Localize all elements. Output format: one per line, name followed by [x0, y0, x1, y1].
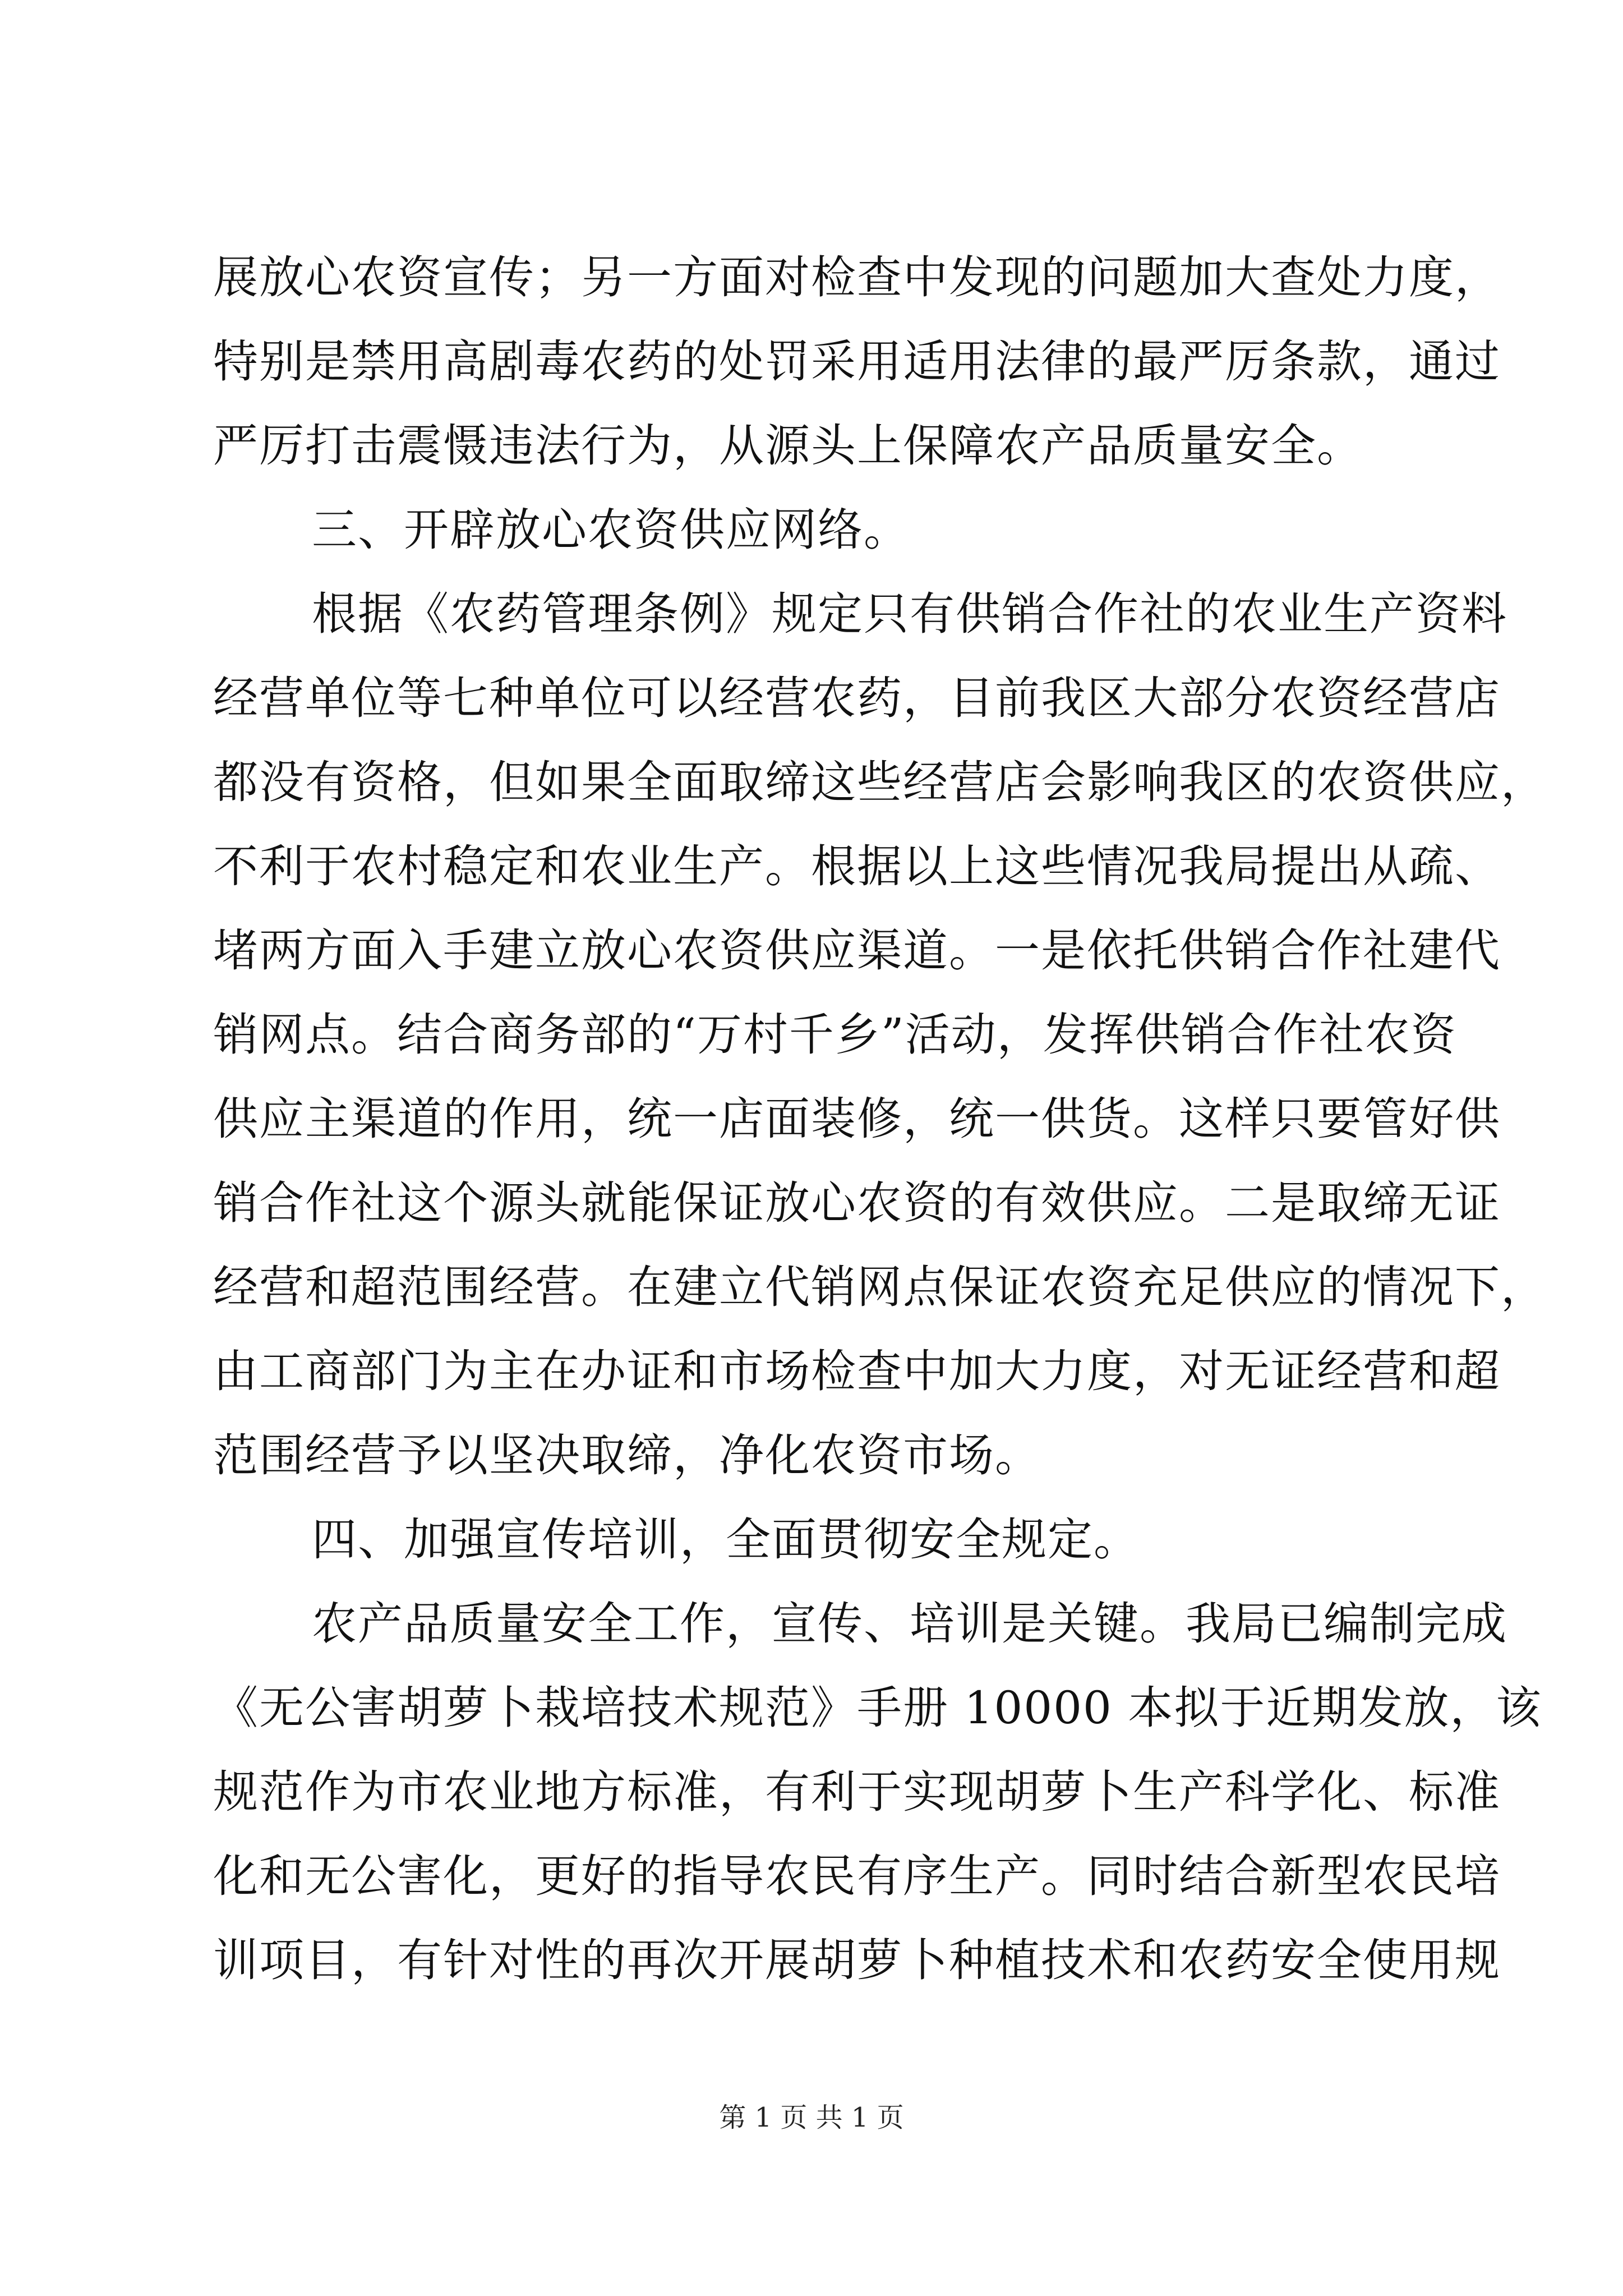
page-number-footer: 第 1 页 共 1 页 — [719, 2102, 904, 2133]
document-body — [213, 236, 1547, 2003]
text-line: 经营和超范围经营。在建立代销网点保证农资充足供应的情况下， — [213, 1261, 1547, 1313]
text-line: 化和无公害化，更好的指导农民有序生产。同时结合新型农民培 — [213, 1850, 1501, 1902]
text-line: 规范作为市农业地方标准，有利于实现胡萝卜生产科学化、标准 — [213, 1766, 1501, 1818]
text-line: 范围经营予以坚决取缔，净化农资市场。 — [213, 1429, 1041, 1481]
text-line: 不利于农村稳定和农业生产。根据以上这些情况我局提出从疏、 — [213, 840, 1501, 892]
text-line: 《无公害胡萝卜栽培技术规范》手册 10000 本拟于近期发放，该 — [213, 1682, 1542, 1734]
text-line: 经营单位等七种单位可以经营农药，目前我区大部分农资经营店 — [213, 672, 1501, 724]
section-heading: 三、开辟放心农资供应网络。 — [312, 504, 910, 556]
text-line: 供应主渠道的作用，统一店面装修，统一供货。这样只要管好供 — [213, 1093, 1501, 1145]
text-line: 堵两方面入手建立放心农资供应渠道。一是依托供销合作社建代 — [213, 924, 1501, 977]
text-line: 销合作社这个源头就能保证放心农资的有效供应。二是取缔无证 — [213, 1177, 1501, 1229]
text-line: 销网点。结合商务部的“万村千乡”活动，发挥供销合作社农资 — [213, 1009, 1457, 1061]
section-heading: 四、加强宣传培训，全面贯彻安全规定。 — [312, 1513, 1140, 1566]
text-line: 根据《农药管理条例》规定只有供销合作社的农业生产资料 — [312, 588, 1507, 640]
text-line: 都没有资格，但如果全面取缔这些经营店会影响我区的农资供应， — [213, 756, 1547, 808]
text-line: 展放心农资宣传；另一方面对检查中发现的问题加大查处力度， — [213, 251, 1501, 303]
text-line: 由工商部门为主在办证和市场检查中加大力度，对无证经营和超 — [213, 1345, 1501, 1397]
text-line: 训项目，有针对性的再次开展胡萝卜种植技术和农药安全使用规 — [213, 1934, 1501, 1986]
text-line: 严厉打击震慑违法行为，从源头上保障农产品质量安全。 — [213, 420, 1363, 472]
text-line: 特别是禁用高剧毒农药的处罚采用适用法律的最严厉条款，通过 — [213, 335, 1501, 388]
text-line: 农产品质量安全工作，宣传、培训是关键。我局已编制完成 — [312, 1598, 1507, 1650]
